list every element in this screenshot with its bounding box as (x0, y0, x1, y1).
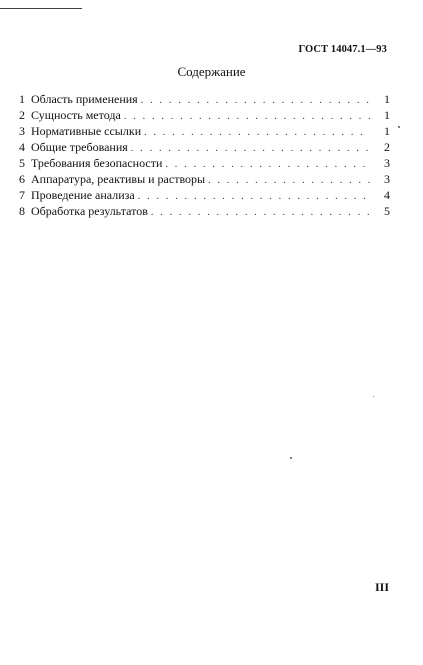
toc-entry-number: 5 (19, 156, 25, 170)
toc-dot-leader (124, 109, 370, 125)
toc-entry-title: Общие требования (31, 140, 128, 154)
toc-entry[interactable] (19, 91, 390, 107)
toc-entry-title: Требования безопасности (31, 156, 163, 170)
scan-edge-line (0, 8, 82, 9)
toc-entry[interactable] (19, 107, 390, 123)
toc-dot-leader (138, 189, 370, 205)
toc-entry[interactable] (19, 123, 390, 139)
toc-entry-title: Нормативные ссылки (31, 124, 142, 138)
toc-entry-title: Сущность метода (31, 108, 121, 122)
toc-entry-title: Проведение анализа (31, 188, 135, 202)
toc-dot-leader (151, 205, 370, 221)
toc-entry-number: 2 (19, 108, 25, 122)
toc-dot-leader (144, 125, 370, 141)
toc-title: Содержание (177, 64, 246, 79)
toc-entry-number: 8 (19, 204, 25, 218)
table-of-contents (19, 91, 390, 219)
toc-entry-number: 6 (19, 172, 25, 186)
toc-entry-number: 7 (19, 188, 25, 202)
toc-entry-title: Обработка результатов (31, 204, 148, 218)
scan-speck (398, 126, 400, 128)
toc-entry-title: Аппаратура, реактивы и растворы (31, 172, 206, 186)
toc-dot-leader (208, 173, 370, 189)
scan-speck (373, 396, 374, 397)
toc-entry-page: 3 (384, 156, 390, 170)
toc-entry-page: 2 (384, 140, 390, 154)
page-number: III (374, 580, 389, 594)
toc-entry-page: 1 (384, 108, 390, 122)
toc-entry[interactable] (19, 203, 390, 219)
toc-entry[interactable] (19, 139, 390, 155)
toc-entry-page: 1 (384, 124, 390, 138)
document-code: ГОСТ 14047.1—93 (298, 44, 387, 55)
toc-entry-number: 4 (19, 140, 25, 154)
scan-speck (290, 457, 292, 459)
toc-entry-page: 5 (384, 204, 390, 218)
toc-entry-title: Область применения (31, 92, 138, 106)
toc-entry-number: 3 (19, 124, 25, 138)
toc-entry-page: 3 (384, 172, 390, 186)
toc-entry[interactable] (19, 155, 390, 171)
toc-entry-page: 4 (384, 188, 390, 202)
toc-dot-leader (131, 141, 370, 157)
toc-entry[interactable] (19, 187, 390, 203)
toc-entry[interactable] (19, 171, 390, 187)
toc-entry-page: 1 (384, 92, 390, 106)
toc-entry-number: 1 (19, 92, 25, 106)
toc-dot-leader (141, 93, 370, 109)
